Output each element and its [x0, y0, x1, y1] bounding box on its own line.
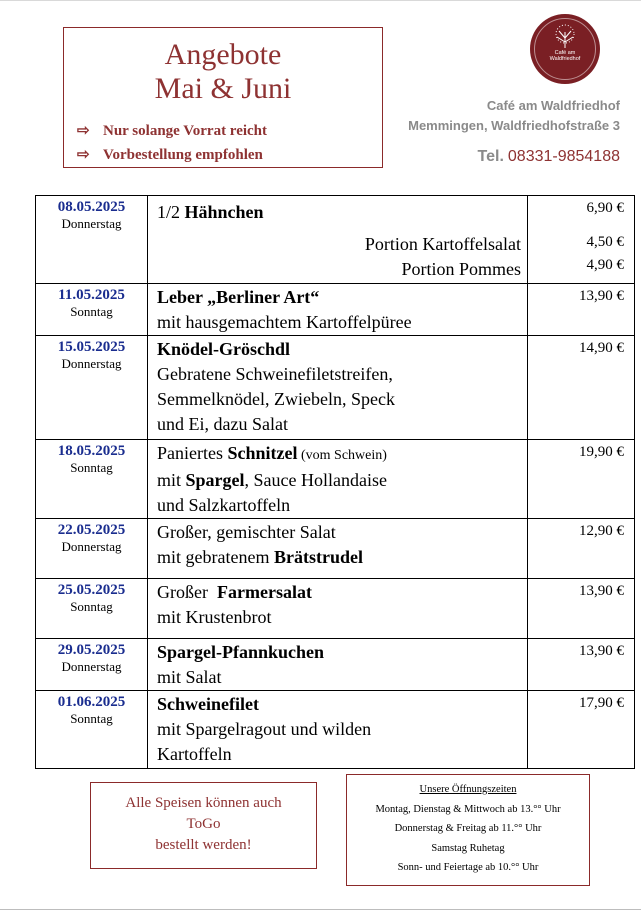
menu-weekday: Donnerstag [61, 539, 122, 554]
table-row [36, 579, 635, 639]
menu-dish-detail: Kartoffeln [157, 744, 232, 764]
menu-dish: Paniertes Schnitzel (vom Schwein) [157, 443, 387, 463]
page-bottom-rule [0, 909, 641, 910]
menu-weekday: Donnerstag [61, 216, 122, 231]
menu-dish-detail: mit Spargel, Sauce Hollandaise [157, 470, 387, 490]
menu-price: 13,90 € [579, 643, 624, 659]
menu-dish-detail: und Salzkartoffeln [157, 495, 291, 515]
table-row [36, 519, 635, 579]
togo-line: Alle Speisen können auch [125, 795, 282, 811]
togo-line: bestellt werden! [155, 837, 252, 853]
table-row [36, 196, 635, 284]
menu-dish: Großer, gemischter Salat [157, 522, 336, 542]
offer-title-line2: Mai & Juni [154, 72, 292, 105]
page-top-rule [0, 0, 641, 1]
cafe-phone [478, 148, 620, 166]
table-row [36, 336, 635, 440]
menu-dish-detail: Semmelknödel, Zwiebeln, Speck [157, 389, 395, 409]
table-row [36, 284, 635, 336]
phone-label: Tel. [477, 148, 504, 165]
opening-hours-line: Montag, Dienstag & Mittwoch ab 13.°° Uhr [375, 803, 561, 815]
menu-dish: Knödel-Gröschdl [157, 339, 291, 359]
table-row [36, 691, 635, 769]
menu-date: 15.05.2025 [57, 339, 126, 355]
menu-date: 29.05.2025 [57, 642, 126, 658]
menu-weekday: Sonntag [70, 304, 113, 319]
menu-price: 12,90 € [579, 523, 624, 539]
menu-dish-detail: mit gebratenem Brätstrudel [157, 547, 363, 567]
table-row [36, 639, 635, 691]
menu-price: 17,90 € [579, 695, 624, 711]
menu-dish: Schweinefilet [157, 694, 259, 714]
menu-dish-detail: mit hausgemachtem Kartoffelpüree [157, 312, 412, 332]
menu-table [35, 195, 635, 769]
menu-date: 25.05.2025 [57, 582, 126, 598]
right-arrow-icon: ⇨ [77, 123, 90, 139]
cafe-name: Café am Waldfriedhof [486, 98, 620, 113]
menu-dish-detail: mit Salat [157, 667, 222, 687]
tree-icon [530, 14, 600, 84]
menu-dish: Spargel-Pfannkuchen [157, 642, 325, 662]
menu-extra-price: 4,50 € [586, 234, 624, 250]
offer-note-stock: ⇨ Nur solange Vorrat reicht [77, 123, 268, 139]
menu-price: 19,90 € [579, 444, 624, 460]
cafe-address: Memmingen, Waldfriedhofstraße 3 [408, 118, 620, 133]
menu-date: 01.06.2025 [57, 694, 126, 710]
menu-date: 08.05.2025 [57, 199, 126, 215]
menu-weekday: Donnerstag [61, 659, 122, 674]
menu-dish-detail: mit Krustenbrot [157, 607, 272, 627]
menu-dish: 1/2 Hähnchen [157, 202, 264, 222]
menu-date: 11.05.2025 [58, 287, 125, 303]
offer-note-preorder: ⇨ Vorbestellung empfohlen [77, 147, 263, 163]
togo-notice [90, 782, 317, 869]
menu-weekday: Donnerstag [61, 356, 122, 371]
opening-hours-title: Unsere Öffnungszeiten [419, 784, 517, 795]
menu-date: 22.05.2025 [57, 522, 126, 538]
menu-dish: Leber „Berliner Art“ [157, 287, 320, 307]
menu-price: 13,90 € [579, 288, 624, 304]
menu-dish-detail: und Ei, dazu Salat [157, 414, 288, 434]
menu-extra-price: 4,90 € [586, 257, 624, 273]
phone-number[interactable]: 08331-9854188 [507, 148, 620, 165]
offer-title [64, 38, 382, 106]
menu-weekday: Sonntag [70, 711, 113, 726]
offer-title-line1: Angebote [164, 38, 282, 71]
menu-price: 13,90 € [579, 583, 624, 599]
offer-box [63, 27, 383, 168]
togo-line: ToGo [186, 816, 221, 832]
right-arrow-icon: ⇨ [77, 147, 90, 163]
menu-dish-detail: Gebratene Schweinefiletstreifen, [157, 364, 393, 384]
menu-weekday: Sonntag [70, 599, 113, 614]
menu-price: 6,90 € [586, 200, 624, 216]
menu-date: 18.05.2025 [57, 443, 126, 459]
menu-dish: Großer Farmersalat [157, 582, 312, 602]
menu-extra: Portion Pommes [401, 259, 521, 279]
logo-text: Café am Waldfriedhof [549, 50, 581, 62]
menu-extra: Portion Kartoffelsalat [364, 234, 521, 254]
opening-hours [346, 774, 590, 886]
table-row [36, 440, 635, 519]
opening-hours-line: Sonn- und Feiertage ab 10.°° Uhr [397, 862, 539, 873]
menu-weekday: Sonntag [70, 460, 113, 475]
cafe-logo [530, 14, 600, 84]
opening-hours-line: Donnerstag & Freitag ab 11.°° Uhr [394, 823, 542, 834]
menu-dish-detail: mit Spargelragout und wilden [157, 719, 372, 739]
menu-price: 14,90 € [579, 340, 624, 356]
opening-hours-line: Samstag Ruhetag [431, 842, 505, 854]
